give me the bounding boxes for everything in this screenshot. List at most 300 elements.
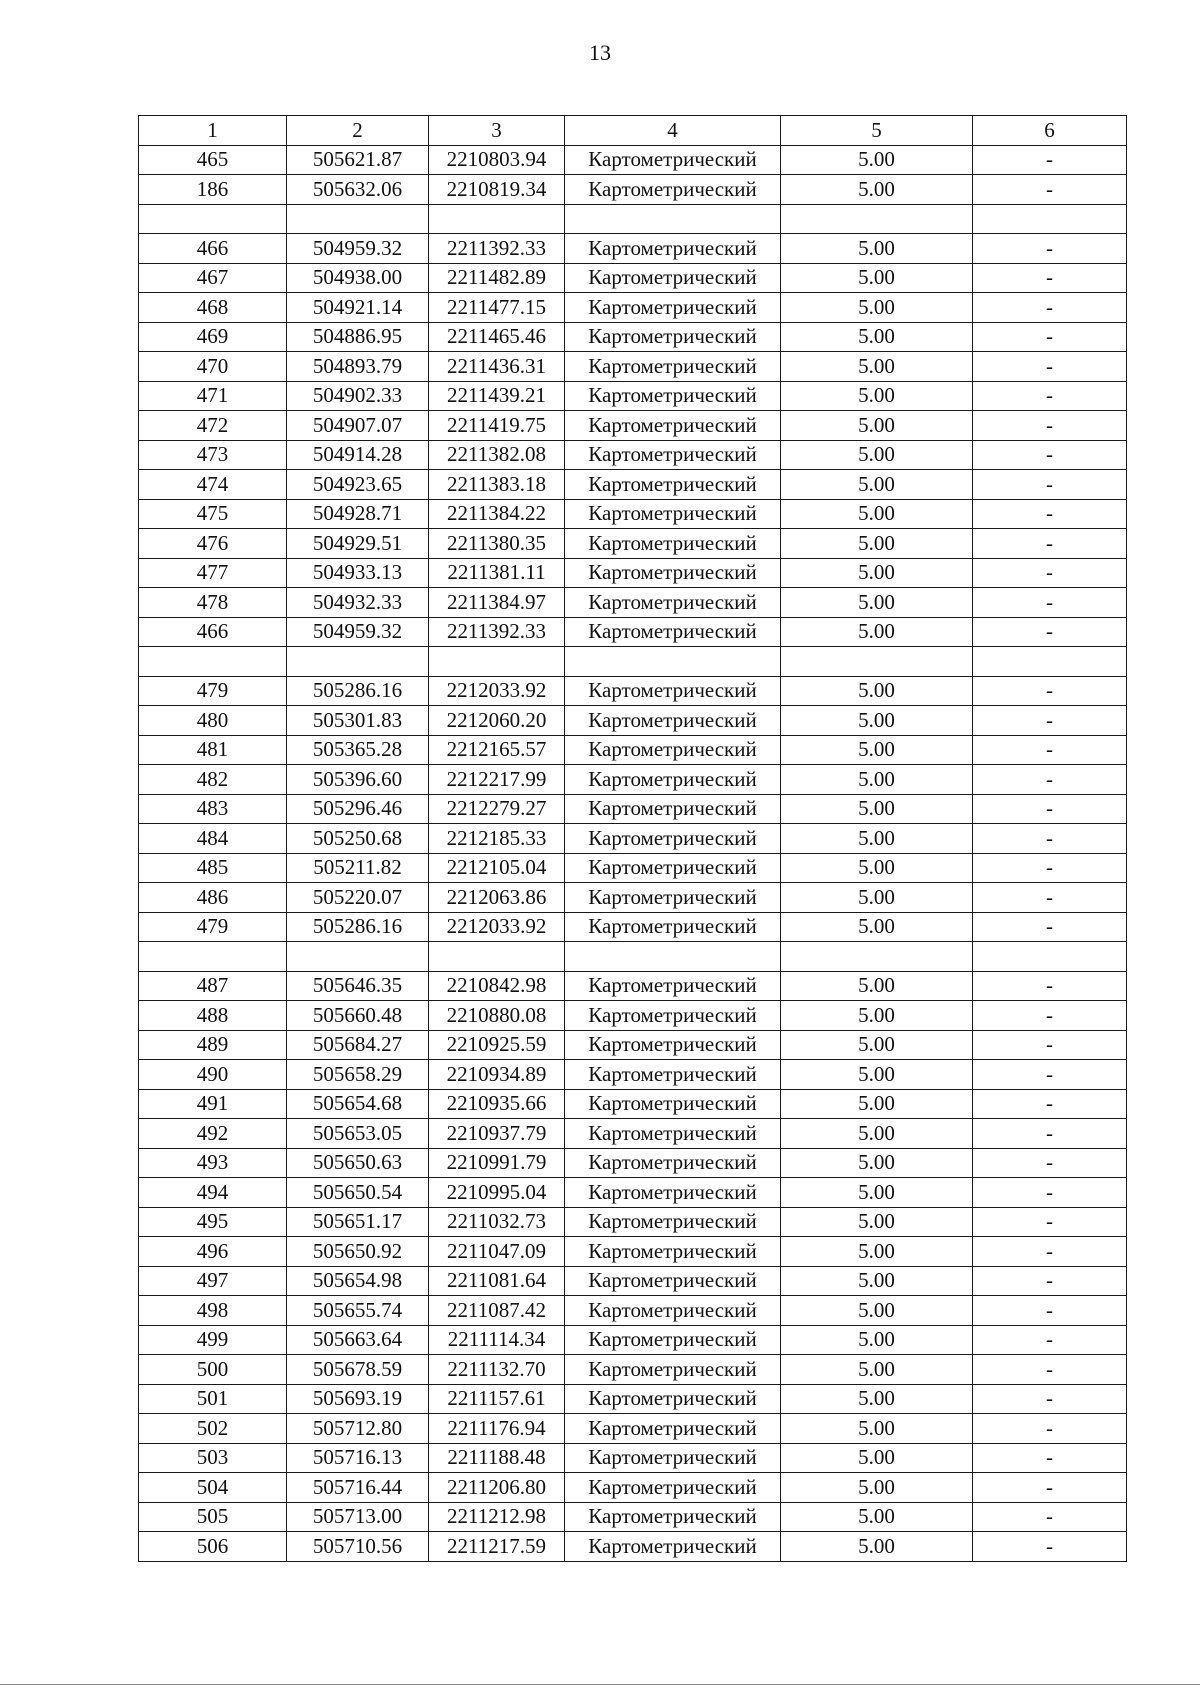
accuracy-cell: 5.00 [781, 1414, 973, 1444]
accuracy-cell: 5.00 [781, 411, 973, 441]
y-coordinate-cell: 2210991.79 [429, 1148, 565, 1178]
accuracy-cell: 5.00 [781, 794, 973, 824]
accuracy-cell: 5.00 [781, 617, 973, 647]
accuracy-cell: 5.00 [781, 1237, 973, 1267]
table-row [139, 499, 1127, 529]
description-cell: - [973, 1414, 1127, 1444]
x-coordinate-cell: 504902.33 [287, 381, 429, 411]
description-cell: - [973, 1502, 1127, 1532]
accuracy-cell: 5.00 [781, 706, 973, 736]
x-coordinate-cell: 505220.07 [287, 883, 429, 913]
y-coordinate-cell: 2211436.31 [429, 352, 565, 382]
x-coordinate-cell: 504923.65 [287, 470, 429, 500]
y-coordinate-cell: 2211465.46 [429, 322, 565, 352]
point-number-cell: 481 [139, 735, 287, 765]
table-row [139, 942, 1127, 972]
description-cell: - [973, 499, 1127, 529]
table-row [139, 1030, 1127, 1060]
description-cell: - [973, 470, 1127, 500]
method-cell: Картометрический [565, 853, 781, 883]
y-coordinate-cell: 2211157.61 [429, 1384, 565, 1414]
y-coordinate-cell [429, 942, 565, 972]
y-coordinate-cell [429, 647, 565, 677]
y-coordinate-cell: 2211381.11 [429, 558, 565, 588]
description-cell: - [973, 1148, 1127, 1178]
page-number: 13 [589, 40, 611, 65]
x-coordinate-cell: 505650.92 [287, 1237, 429, 1267]
table-row [139, 971, 1127, 1001]
method-cell: Картометрический [565, 175, 781, 205]
point-number-cell: 489 [139, 1030, 287, 1060]
x-coordinate-cell: 505713.00 [287, 1502, 429, 1532]
method-cell: Картометрический [565, 1237, 781, 1267]
accuracy-cell: 5.00 [781, 1178, 973, 1208]
accuracy-cell: 5.00 [781, 971, 973, 1001]
point-number-cell [139, 647, 287, 677]
table-row [139, 1089, 1127, 1119]
method-cell: Картометрический [565, 352, 781, 382]
method-cell: Картометрический [565, 411, 781, 441]
method-cell: Картометрический [565, 676, 781, 706]
table-row [139, 588, 1127, 618]
table-row [139, 883, 1127, 913]
method-cell: Картометрический [565, 1355, 781, 1385]
x-coordinate-cell: 505716.13 [287, 1443, 429, 1473]
point-number-cell: 494 [139, 1178, 287, 1208]
x-coordinate-cell: 505654.98 [287, 1266, 429, 1296]
y-coordinate-cell: 2211217.59 [429, 1532, 565, 1562]
method-cell: Картометрический [565, 1443, 781, 1473]
x-coordinate-cell: 505396.60 [287, 765, 429, 795]
y-coordinate-cell: 2210934.89 [429, 1060, 565, 1090]
accuracy-cell [781, 204, 973, 234]
accuracy-cell: 5.00 [781, 1384, 973, 1414]
column-header: 5 [781, 116, 973, 146]
x-coordinate-cell: 505301.83 [287, 706, 429, 736]
accuracy-cell: 5.00 [781, 676, 973, 706]
description-cell: - [973, 322, 1127, 352]
y-coordinate-cell: 2210937.79 [429, 1119, 565, 1149]
accuracy-cell: 5.00 [781, 352, 973, 382]
x-coordinate-cell: 505658.29 [287, 1060, 429, 1090]
point-number-cell: 484 [139, 824, 287, 854]
point-number-cell: 503 [139, 1443, 287, 1473]
coordinates-table [138, 115, 1127, 1562]
method-cell: Картометрический [565, 1207, 781, 1237]
table-row [139, 706, 1127, 736]
y-coordinate-cell: 2212185.33 [429, 824, 565, 854]
point-number-cell: 482 [139, 765, 287, 795]
description-cell: - [973, 1119, 1127, 1149]
y-coordinate-cell: 2211384.97 [429, 588, 565, 618]
point-number-cell: 501 [139, 1384, 287, 1414]
method-cell: Картометрический [565, 794, 781, 824]
x-coordinate-cell: 505296.46 [287, 794, 429, 824]
description-cell: - [973, 1532, 1127, 1562]
x-coordinate-cell: 505365.28 [287, 735, 429, 765]
description-cell [973, 204, 1127, 234]
description-cell: - [973, 1355, 1127, 1385]
table-row [139, 1060, 1127, 1090]
accuracy-cell: 5.00 [781, 1296, 973, 1326]
x-coordinate-cell: 505712.80 [287, 1414, 429, 1444]
y-coordinate-cell: 2211439.21 [429, 381, 565, 411]
x-coordinate-cell: 505650.63 [287, 1148, 429, 1178]
header-row [139, 116, 1127, 146]
accuracy-cell: 5.00 [781, 1532, 973, 1562]
point-number-cell: 465 [139, 145, 287, 175]
description-cell: - [973, 1443, 1127, 1473]
point-number-cell: 474 [139, 470, 287, 500]
x-coordinate-cell: 504929.51 [287, 529, 429, 559]
x-coordinate-cell: 504921.14 [287, 293, 429, 323]
description-cell: - [973, 293, 1127, 323]
y-coordinate-cell: 2212217.99 [429, 765, 565, 795]
table-row [139, 1384, 1127, 1414]
description-cell: - [973, 1266, 1127, 1296]
description-cell: - [973, 440, 1127, 470]
method-cell: Картометрический [565, 912, 781, 942]
table-row [139, 381, 1127, 411]
y-coordinate-cell: 2210803.94 [429, 145, 565, 175]
point-number-cell: 490 [139, 1060, 287, 1090]
table-row [139, 1532, 1127, 1562]
accuracy-cell: 5.00 [781, 1148, 973, 1178]
method-cell: Картометрический [565, 234, 781, 264]
method-cell [565, 647, 781, 677]
description-cell: - [973, 411, 1127, 441]
description-cell: - [973, 853, 1127, 883]
table-row [139, 558, 1127, 588]
description-cell: - [973, 1030, 1127, 1060]
method-cell: Картометрический [565, 1178, 781, 1208]
description-cell [973, 942, 1127, 972]
point-number-cell: 506 [139, 1532, 287, 1562]
point-number-cell: 478 [139, 588, 287, 618]
description-cell: - [973, 735, 1127, 765]
column-header: 1 [139, 116, 287, 146]
y-coordinate-cell: 2210925.59 [429, 1030, 565, 1060]
description-cell: - [973, 765, 1127, 795]
point-number-cell: 486 [139, 883, 287, 913]
y-coordinate-cell: 2210819.34 [429, 175, 565, 205]
accuracy-cell: 5.00 [781, 1089, 973, 1119]
method-cell [565, 942, 781, 972]
method-cell: Картометрический [565, 145, 781, 175]
method-cell: Картометрический [565, 1001, 781, 1031]
method-cell: Картометрический [565, 883, 781, 913]
description-cell: - [973, 1178, 1127, 1208]
x-coordinate-cell: 505693.19 [287, 1384, 429, 1414]
accuracy-cell: 5.00 [781, 175, 973, 205]
x-coordinate-cell: 505663.64 [287, 1325, 429, 1355]
description-cell: - [973, 1384, 1127, 1414]
description-cell: - [973, 352, 1127, 382]
accuracy-cell: 5.00 [781, 1473, 973, 1503]
y-coordinate-cell: 2211380.35 [429, 529, 565, 559]
table-row [139, 175, 1127, 205]
y-coordinate-cell: 2212165.57 [429, 735, 565, 765]
y-coordinate-cell: 2211206.80 [429, 1473, 565, 1503]
table-row [139, 1296, 1127, 1326]
accuracy-cell: 5.00 [781, 912, 973, 942]
method-cell: Картометрический [565, 263, 781, 293]
y-coordinate-cell: 2211419.75 [429, 411, 565, 441]
y-coordinate-cell: 2211212.98 [429, 1502, 565, 1532]
description-cell: - [973, 588, 1127, 618]
point-number-cell: 468 [139, 293, 287, 323]
point-number-cell: 477 [139, 558, 287, 588]
x-coordinate-cell: 505684.27 [287, 1030, 429, 1060]
accuracy-cell: 5.00 [781, 1355, 973, 1385]
point-number-cell [139, 204, 287, 234]
y-coordinate-cell: 2211114.34 [429, 1325, 565, 1355]
point-number-cell: 473 [139, 440, 287, 470]
accuracy-cell: 5.00 [781, 883, 973, 913]
x-coordinate-cell: 505650.54 [287, 1178, 429, 1208]
method-cell [565, 204, 781, 234]
y-coordinate-cell: 2211087.42 [429, 1296, 565, 1326]
accuracy-cell: 5.00 [781, 1030, 973, 1060]
point-number-cell: 483 [139, 794, 287, 824]
point-number-cell: 476 [139, 529, 287, 559]
method-cell: Картометрический [565, 1148, 781, 1178]
table-row [139, 912, 1127, 942]
description-cell: - [973, 529, 1127, 559]
point-number-cell: 502 [139, 1414, 287, 1444]
point-number-cell: 504 [139, 1473, 287, 1503]
description-cell: - [973, 1001, 1127, 1031]
description-cell: - [973, 234, 1127, 264]
accuracy-cell: 5.00 [781, 765, 973, 795]
point-number-cell: 466 [139, 234, 287, 264]
point-number-cell: 497 [139, 1266, 287, 1296]
table-row [139, 765, 1127, 795]
x-coordinate-cell: 505211.82 [287, 853, 429, 883]
y-coordinate-cell: 2211384.22 [429, 499, 565, 529]
table-row [139, 234, 1127, 264]
accuracy-cell: 5.00 [781, 735, 973, 765]
x-coordinate-cell: 504893.79 [287, 352, 429, 382]
x-coordinate-cell: 504959.32 [287, 234, 429, 264]
point-number-cell: 470 [139, 352, 287, 382]
accuracy-cell: 5.00 [781, 588, 973, 618]
accuracy-cell: 5.00 [781, 558, 973, 588]
y-coordinate-cell: 2212063.86 [429, 883, 565, 913]
point-number-cell: 485 [139, 853, 287, 883]
method-cell: Картометрический [565, 971, 781, 1001]
method-cell: Картометрический [565, 1414, 781, 1444]
x-coordinate-cell: 504914.28 [287, 440, 429, 470]
accuracy-cell: 5.00 [781, 145, 973, 175]
description-cell: - [973, 706, 1127, 736]
x-coordinate-cell: 504928.71 [287, 499, 429, 529]
accuracy-cell: 5.00 [781, 440, 973, 470]
x-coordinate-cell: 505710.56 [287, 1532, 429, 1562]
point-number-cell: 495 [139, 1207, 287, 1237]
table-row [139, 1414, 1127, 1444]
accuracy-cell: 5.00 [781, 1119, 973, 1149]
table-row [139, 853, 1127, 883]
column-header: 2 [287, 116, 429, 146]
description-cell: - [973, 883, 1127, 913]
x-coordinate-cell: 504938.00 [287, 263, 429, 293]
point-number-cell: 475 [139, 499, 287, 529]
table-row [139, 1148, 1127, 1178]
x-coordinate-cell: 504959.32 [287, 617, 429, 647]
table-row [139, 1178, 1127, 1208]
x-coordinate-cell: 505621.87 [287, 145, 429, 175]
description-cell: - [973, 1325, 1127, 1355]
description-cell: - [973, 824, 1127, 854]
description-cell: - [973, 1296, 1127, 1326]
accuracy-cell: 5.00 [781, 1443, 973, 1473]
accuracy-cell [781, 647, 973, 677]
point-number-cell: 467 [139, 263, 287, 293]
column-header: 4 [565, 116, 781, 146]
accuracy-cell: 5.00 [781, 293, 973, 323]
method-cell: Картометрический [565, 558, 781, 588]
description-cell: - [973, 558, 1127, 588]
y-coordinate-cell: 2211132.70 [429, 1355, 565, 1385]
point-number-cell: 472 [139, 411, 287, 441]
table-row [139, 1502, 1127, 1532]
method-cell: Картометрический [565, 529, 781, 559]
table-row [139, 735, 1127, 765]
point-number-cell: 471 [139, 381, 287, 411]
method-cell: Картометрический [565, 1473, 781, 1503]
description-cell: - [973, 1060, 1127, 1090]
point-number-cell: 488 [139, 1001, 287, 1031]
x-coordinate-cell: 505654.68 [287, 1089, 429, 1119]
x-coordinate-cell [287, 647, 429, 677]
y-coordinate-cell: 2212033.92 [429, 912, 565, 942]
table-row [139, 647, 1127, 677]
accuracy-cell: 5.00 [781, 322, 973, 352]
y-coordinate-cell: 2211392.33 [429, 234, 565, 264]
y-coordinate-cell: 2211047.09 [429, 1237, 565, 1267]
y-coordinate-cell: 2210995.04 [429, 1178, 565, 1208]
y-coordinate-cell: 2212279.27 [429, 794, 565, 824]
description-cell: - [973, 1207, 1127, 1237]
accuracy-cell: 5.00 [781, 1325, 973, 1355]
y-coordinate-cell: 2211382.08 [429, 440, 565, 470]
y-coordinate-cell: 2211032.73 [429, 1207, 565, 1237]
table-row [139, 824, 1127, 854]
method-cell: Картометрический [565, 1384, 781, 1414]
method-cell: Картометрический [565, 381, 781, 411]
method-cell: Картометрический [565, 617, 781, 647]
description-cell: - [973, 263, 1127, 293]
point-number-cell: 492 [139, 1119, 287, 1149]
method-cell: Картометрический [565, 735, 781, 765]
method-cell: Картометрический [565, 824, 781, 854]
accuracy-cell: 5.00 [781, 824, 973, 854]
point-number-cell: 505 [139, 1502, 287, 1532]
point-number-cell: 479 [139, 912, 287, 942]
table-row [139, 529, 1127, 559]
table-row [139, 617, 1127, 647]
point-number-cell: 469 [139, 322, 287, 352]
table-row [139, 1443, 1127, 1473]
method-cell: Картометрический [565, 1325, 781, 1355]
table-row [139, 1325, 1127, 1355]
table-row [139, 322, 1127, 352]
y-coordinate-cell: 2211081.64 [429, 1266, 565, 1296]
x-coordinate-cell: 504932.33 [287, 588, 429, 618]
accuracy-cell [781, 942, 973, 972]
point-number-cell: 466 [139, 617, 287, 647]
table-row [139, 794, 1127, 824]
y-coordinate-cell: 2211477.15 [429, 293, 565, 323]
x-coordinate-cell: 505653.05 [287, 1119, 429, 1149]
x-coordinate-cell: 505632.06 [287, 175, 429, 205]
description-cell: - [973, 912, 1127, 942]
x-coordinate-cell [287, 204, 429, 234]
y-coordinate-cell: 2211176.94 [429, 1414, 565, 1444]
table-row [139, 293, 1127, 323]
point-number-cell: 186 [139, 175, 287, 205]
column-header: 3 [429, 116, 565, 146]
table-row [139, 352, 1127, 382]
y-coordinate-cell: 2212033.92 [429, 676, 565, 706]
point-number-cell: 499 [139, 1325, 287, 1355]
table-row [139, 263, 1127, 293]
method-cell: Картометрический [565, 706, 781, 736]
accuracy-cell: 5.00 [781, 1001, 973, 1031]
table-row [139, 470, 1127, 500]
table-row [139, 145, 1127, 175]
description-cell: - [973, 676, 1127, 706]
description-cell: - [973, 1473, 1127, 1503]
method-cell: Картометрический [565, 1296, 781, 1326]
method-cell: Картометрический [565, 499, 781, 529]
method-cell: Картометрический [565, 1119, 781, 1149]
method-cell: Картометрический [565, 1502, 781, 1532]
point-number-cell: 480 [139, 706, 287, 736]
y-coordinate-cell: 2210935.66 [429, 1089, 565, 1119]
point-number-cell: 500 [139, 1355, 287, 1385]
y-coordinate-cell: 2210842.98 [429, 971, 565, 1001]
accuracy-cell: 5.00 [781, 470, 973, 500]
table-row [139, 204, 1127, 234]
accuracy-cell: 5.00 [781, 1266, 973, 1296]
accuracy-cell: 5.00 [781, 263, 973, 293]
accuracy-cell: 5.00 [781, 1060, 973, 1090]
scan-edge-line [0, 1684, 1200, 1685]
description-cell: - [973, 145, 1127, 175]
accuracy-cell: 5.00 [781, 381, 973, 411]
method-cell: Картометрический [565, 322, 781, 352]
x-coordinate-cell: 505716.44 [287, 1473, 429, 1503]
point-number-cell: 493 [139, 1148, 287, 1178]
y-coordinate-cell: 2212105.04 [429, 853, 565, 883]
accuracy-cell: 5.00 [781, 1502, 973, 1532]
description-cell: - [973, 1237, 1127, 1267]
point-number-cell: 491 [139, 1089, 287, 1119]
point-number-cell [139, 942, 287, 972]
method-cell: Картометрический [565, 1089, 781, 1119]
description-cell: - [973, 794, 1127, 824]
accuracy-cell: 5.00 [781, 853, 973, 883]
x-coordinate-cell: 505660.48 [287, 1001, 429, 1031]
method-cell: Картометрический [565, 1030, 781, 1060]
table-row [139, 1355, 1127, 1385]
description-cell: - [973, 381, 1127, 411]
table-row [139, 411, 1127, 441]
point-number-cell: 498 [139, 1296, 287, 1326]
y-coordinate-cell [429, 204, 565, 234]
